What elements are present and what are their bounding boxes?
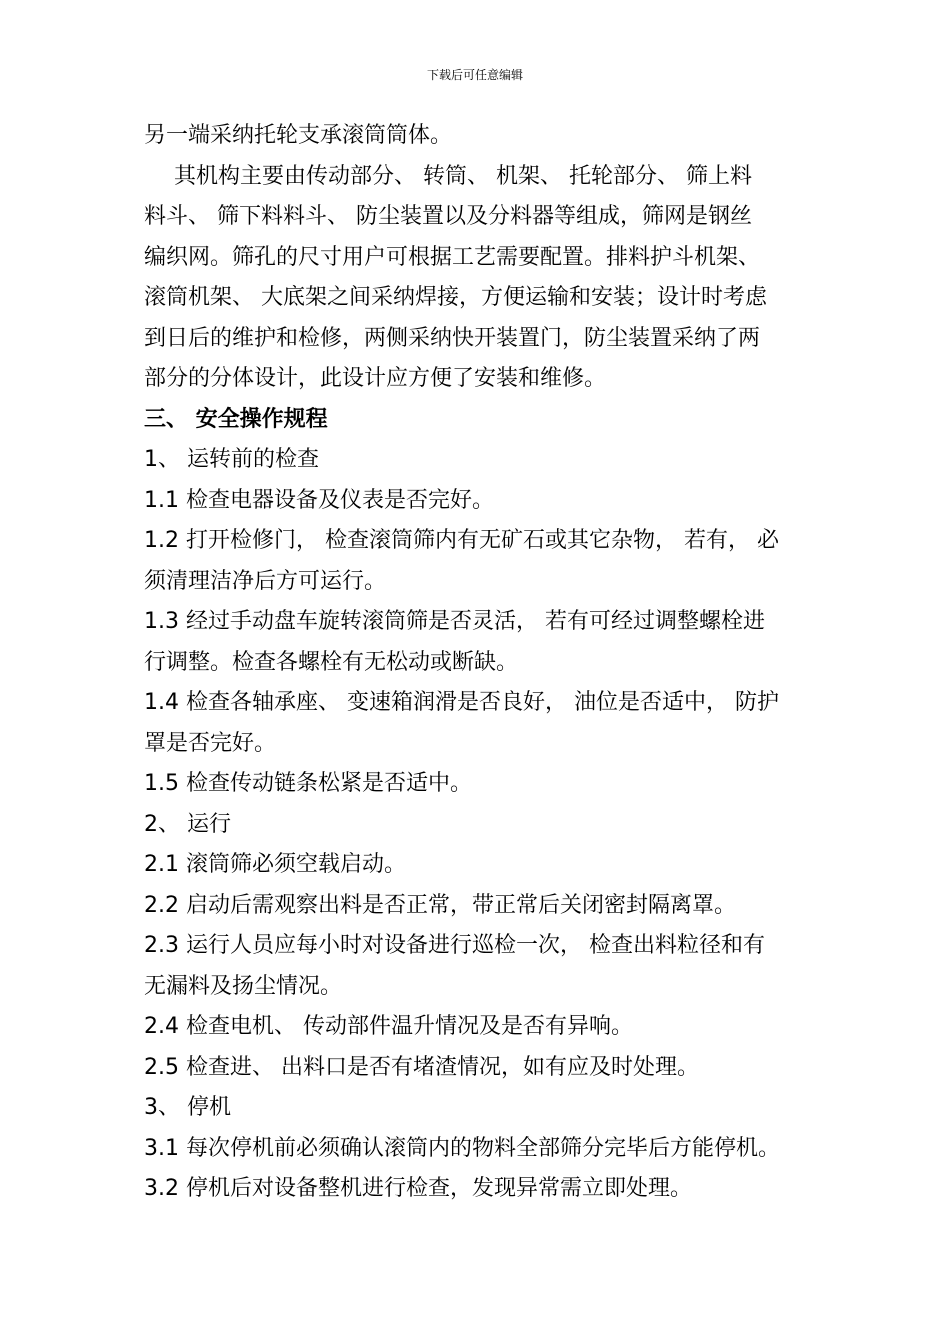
paragraph-line: 另一端采纳托轮支承滚筒筒体。 — [144, 123, 453, 148]
list-item-continuation: 须清理洁净后方可运行。 — [144, 568, 387, 594]
paragraph-line: 编织网。筛孔的尺寸用户可根据工艺需要配置。排料护斗机架、 — [144, 244, 761, 270]
list-item-continuation: 无漏料及扬尘情况。 — [144, 973, 343, 999]
document-body — [144, 116, 810, 1210]
paragraph-line: 部分的分体设计，此设计应方便了安装和维修。 — [144, 366, 607, 391]
list-item: 1.3 经过手动盘车旋转滚筒筛是否灵活， 若有可经过调整螺栓进 — [144, 609, 765, 634]
list-item: 3.2 停机后对设备整机进行检查，发现异常需立即处理。 — [144, 1176, 692, 1201]
list-item: 2.1 滚筒筛必须空载启动。 — [144, 852, 406, 877]
paragraph-line: 料斗、 筛下料料斗、 防尘装置以及分料器等组成，筛网是钢丝 — [144, 204, 752, 229]
header-note: 下载后可任意编辑 — [426, 68, 523, 82]
subsection-heading: 1、 运转前的检查 — [144, 447, 319, 472]
list-item: 2.4 检查电机、 传动部件温升情况及是否有异响。 — [144, 1014, 633, 1039]
list-item: 1.5 检查传动链条松紧是否适中。 — [144, 771, 472, 796]
list-item: 2.5 检查进、 出料口是否有堵渣情况，如有应及时处理。 — [144, 1054, 699, 1080]
paragraph-line: 到日后的维护和检修，两侧采纳快开装置门，防尘装置采纳了两 — [144, 325, 761, 351]
list-item: 1.2 打开检修门， 检查滚筒筛内有无矿石或其它杂物， 若有， 必 — [144, 528, 779, 553]
list-item: 3.1 每次停机前必须确认滚筒内的物料全部筛分完毕后方能停机。 — [144, 1135, 780, 1161]
subsection-heading: 3、 停机 — [144, 1095, 231, 1120]
list-item: 2.2 启动后需观察出料是否正常，带正常后关闭密封隔离罩。 — [144, 892, 736, 918]
section-heading: 三、 安全操作规程 — [144, 406, 328, 432]
list-item-continuation: 行调整。检查各螺栓有无松动或断缺。 — [144, 649, 519, 675]
list-item-continuation: 罩是否完好。 — [144, 730, 277, 756]
list-item: 1.4 检查各轴承座、 变速箱润滑是否良好， 油位是否适中， 防护 — [144, 690, 779, 715]
paragraph-line: 其机构主要由传动部分、 转筒、 机架、 托轮部分、 筛上料 — [174, 163, 752, 189]
list-item: 2.3 运行人员应每小时对设备进行巡检一次， 检查出料粒径和有 — [144, 933, 765, 958]
list-item: 1.1 检查电器设备及仪表是否完好。 — [144, 487, 494, 513]
subsection-heading: 2、 运行 — [144, 811, 231, 837]
paragraph-line: 滚筒机架、 大底架之间采纳焊接，方便运输和安装；设计时考虑 — [144, 285, 767, 310]
